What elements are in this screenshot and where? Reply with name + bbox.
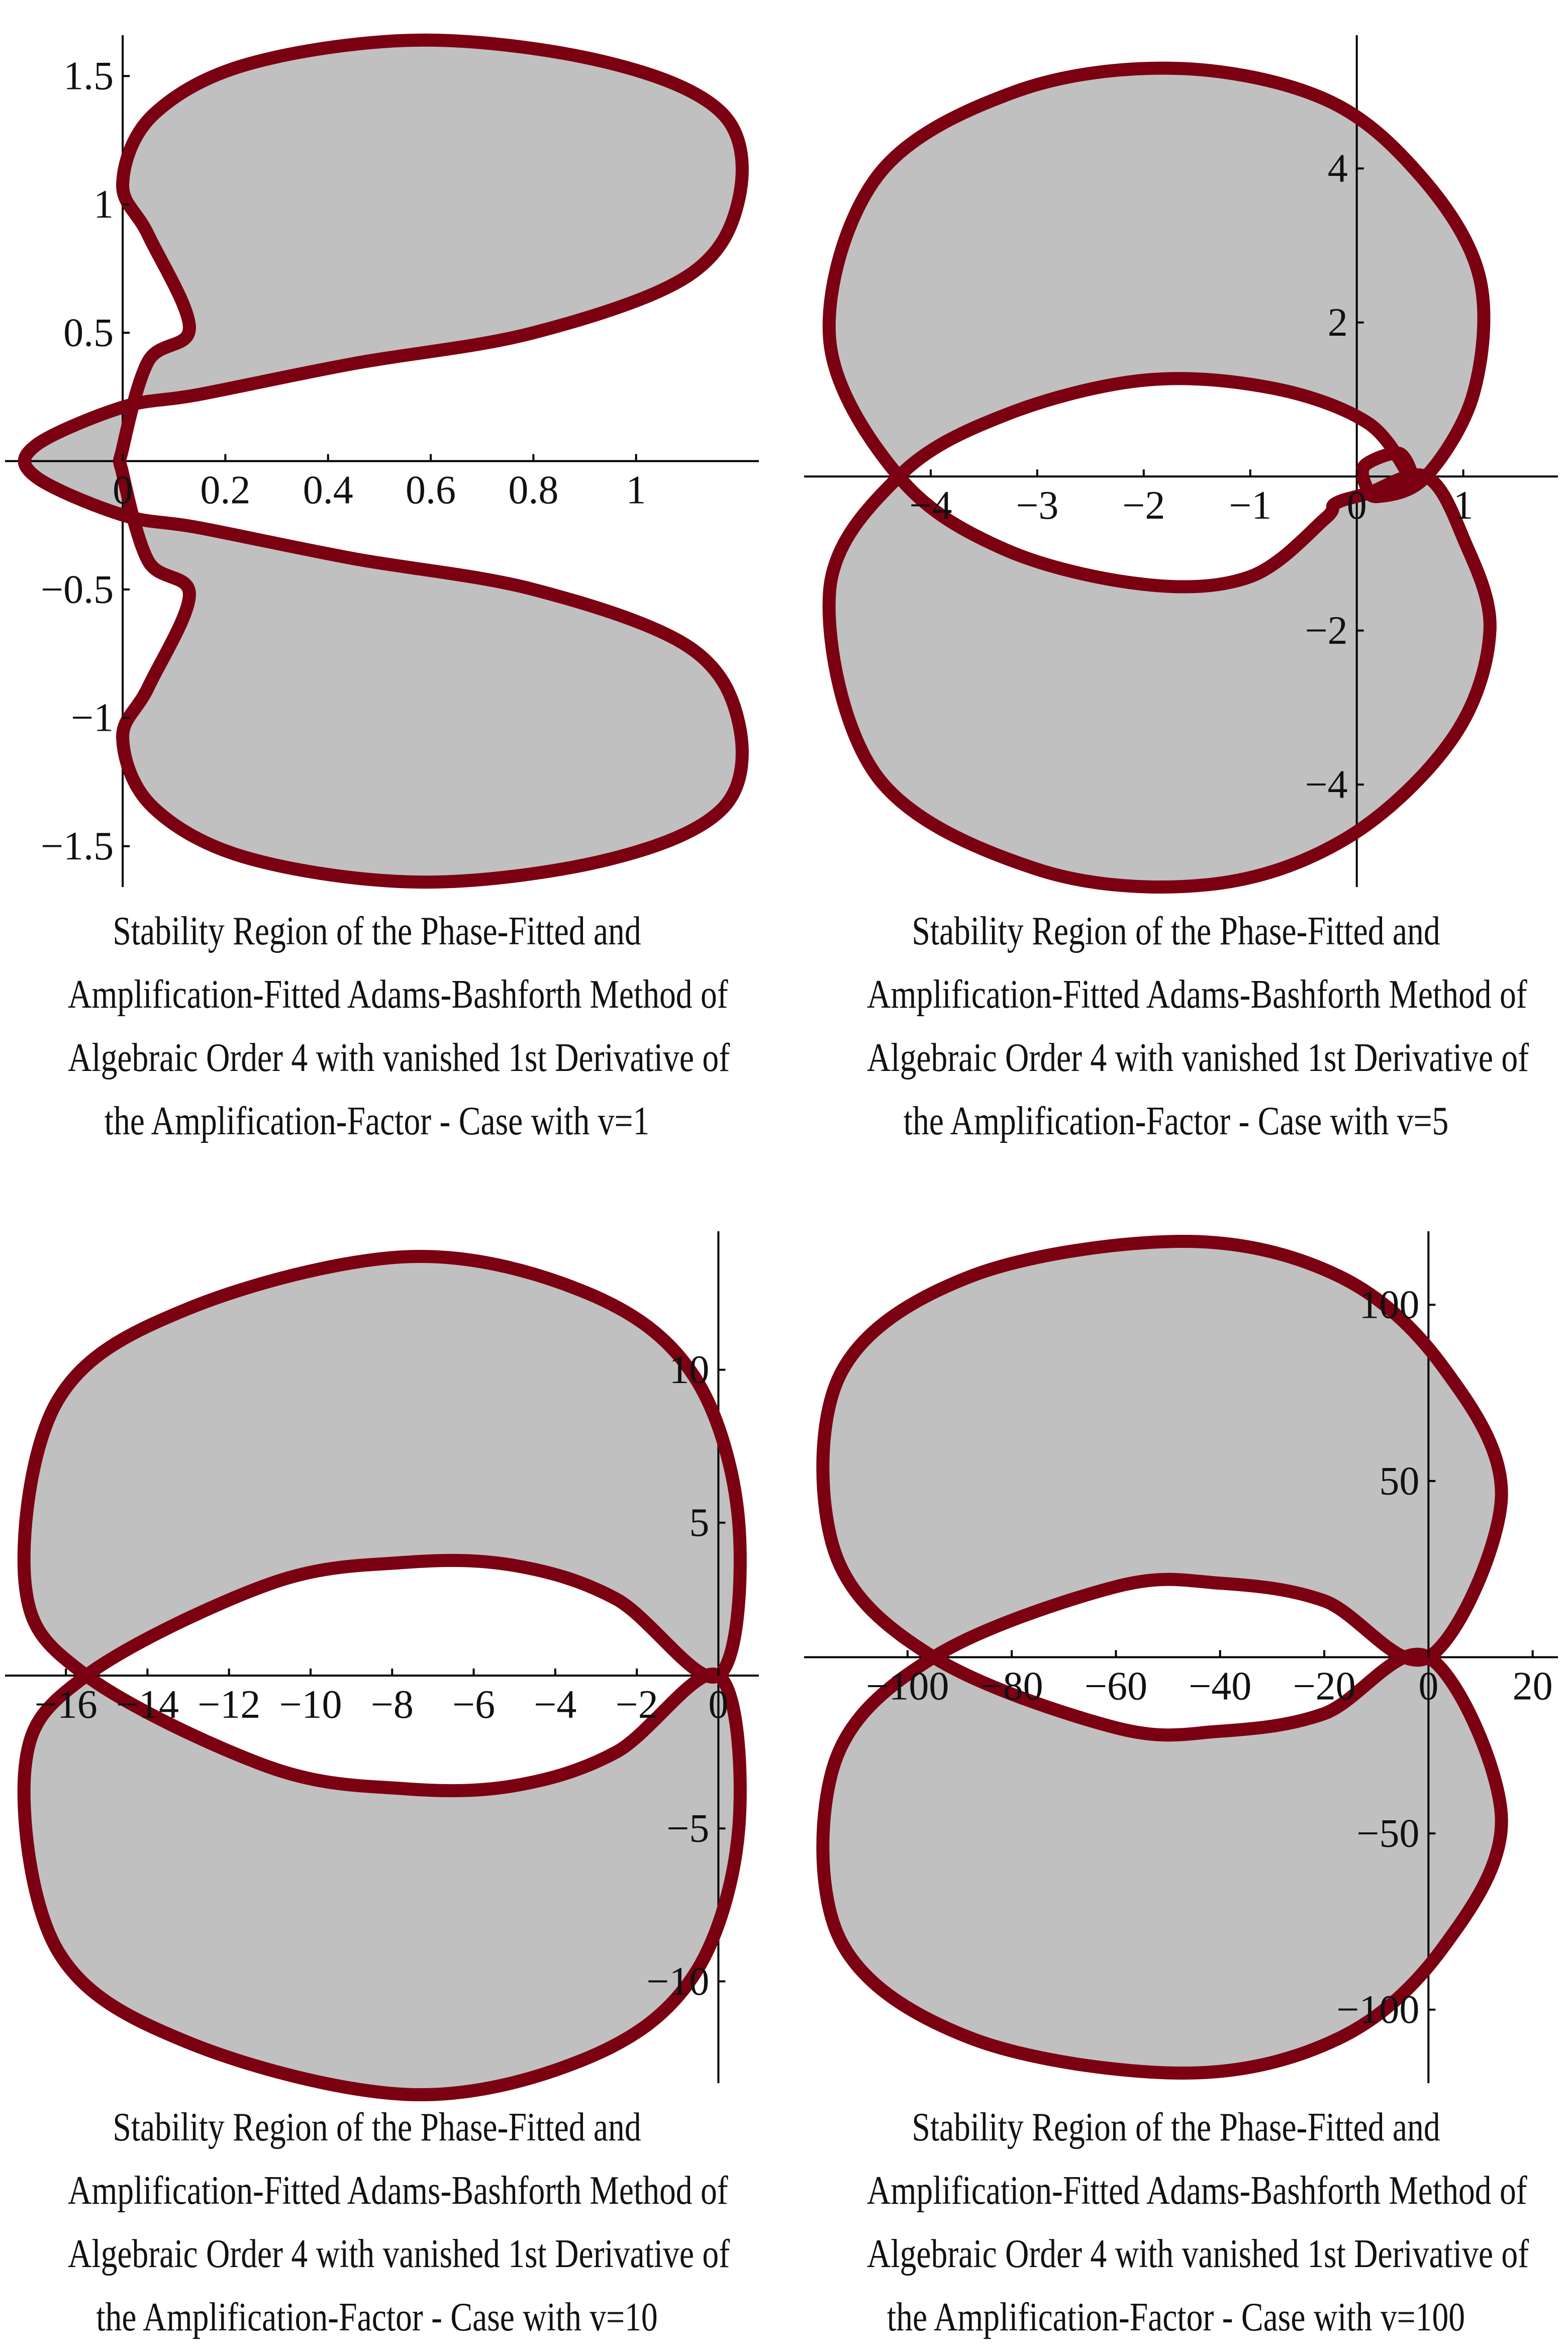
x-tick-label: 0.4 xyxy=(303,468,353,513)
chart-caption-v100 xyxy=(867,2096,1529,2349)
x-tick-label: −2 xyxy=(615,1683,658,1727)
x-tick-label: 1 xyxy=(1453,483,1474,528)
caption-line: Algebraic Order 4 with vanished 1st Derivative of xyxy=(68,1036,730,1080)
y-tick-label: 50 xyxy=(1379,1459,1420,1504)
x-tick-label: 0.2 xyxy=(200,468,251,513)
x-tick-label: −3 xyxy=(1016,483,1059,528)
caption-line: the Amplification-Factor - Case with v=100 xyxy=(887,2295,1465,2339)
y-tick-label: 1.5 xyxy=(63,54,114,99)
caption-line: Algebraic Order 4 with vanished 1st Derivative of xyxy=(68,2232,730,2276)
x-tick-label: −2 xyxy=(1122,483,1165,528)
x-tick-label: −4 xyxy=(534,1683,577,1727)
x-tick-label: −10 xyxy=(279,1683,342,1727)
caption-line: Algebraic Order 4 with vanished 1st Derivative of xyxy=(867,1036,1529,1080)
chart-caption-v1 xyxy=(68,900,730,1153)
x-tick-label: 20 xyxy=(1512,1664,1553,1709)
y-tick-label: −4 xyxy=(1305,762,1348,807)
y-tick-label: −10 xyxy=(646,1959,710,2004)
x-tick-label: −60 xyxy=(1084,1664,1148,1709)
x-tick-label: 0 xyxy=(1418,1664,1439,1709)
y-tick-label: 5 xyxy=(689,1501,710,1545)
caption-line: the Amplification-Factor - Case with v=5 xyxy=(903,1099,1449,1143)
x-tick-label: 0 xyxy=(113,468,133,513)
y-tick-label: 10 xyxy=(669,1347,710,1392)
x-tick-label: −1 xyxy=(1229,483,1272,528)
x-tick-label: −4 xyxy=(909,483,952,528)
x-tick-label: −12 xyxy=(198,1683,261,1727)
y-tick-label: 0.5 xyxy=(63,311,114,355)
y-tick-label: 1 xyxy=(93,182,114,227)
caption-line: Stability Region of the Phase-Fitted and xyxy=(113,2105,641,2149)
y-tick-label: 100 xyxy=(1359,1283,1420,1327)
stability-plot-v100 xyxy=(799,1196,1568,2091)
stability-plot-v10 xyxy=(0,1196,769,2091)
x-tick-label: 0 xyxy=(708,1683,729,1727)
y-tick-label: −100 xyxy=(1336,1988,1420,2032)
x-tick-label: −16 xyxy=(34,1683,97,1727)
stability-plot-v1 xyxy=(0,0,769,895)
x-tick-label: 1 xyxy=(626,468,646,513)
caption-line: Stability Region of the Phase-Fitted and xyxy=(912,2105,1440,2149)
x-tick-label: −8 xyxy=(370,1683,414,1727)
chart-caption-v10 xyxy=(68,2096,730,2349)
stability-plot-v5 xyxy=(799,0,1568,895)
x-tick-label: −40 xyxy=(1189,1664,1252,1709)
x-tick-label: −100 xyxy=(866,1664,949,1709)
x-tick-label: 0.6 xyxy=(406,468,456,513)
caption-line: Amplification-Fitted Adams-Bashforth Method of xyxy=(867,972,1527,1017)
caption-line: Amplification-Fitted Adams-Bashforth Method of xyxy=(68,2169,728,2213)
caption-line: Amplification-Fitted Adams-Bashforth Method of xyxy=(68,972,728,1017)
caption-line: Stability Region of the Phase-Fitted and xyxy=(113,909,641,953)
chart-caption-v5 xyxy=(867,900,1529,1153)
x-tick-label: −14 xyxy=(116,1683,179,1727)
caption-line: the Amplification-Factor - Case with v=10 xyxy=(96,2295,658,2339)
caption-line: the Amplification-Factor - Case with v=1 xyxy=(104,1099,650,1143)
y-tick-label: 4 xyxy=(1327,146,1348,191)
y-tick-label: −0.5 xyxy=(40,567,114,612)
x-tick-label: −80 xyxy=(980,1664,1043,1709)
y-tick-label: −2 xyxy=(1305,609,1348,653)
x-tick-label: 0 xyxy=(1346,483,1367,528)
caption-line: Stability Region of the Phase-Fitted and xyxy=(912,909,1440,953)
caption-line: Algebraic Order 4 with vanished 1st Derivative of xyxy=(867,2232,1529,2276)
x-tick-label: −6 xyxy=(452,1683,496,1727)
y-tick-label: −1 xyxy=(70,696,114,740)
x-tick-label: −20 xyxy=(1293,1664,1356,1709)
y-tick-label: −5 xyxy=(666,1806,710,1851)
y-tick-label: −50 xyxy=(1356,1811,1420,1856)
x-tick-label: 0.8 xyxy=(508,468,559,513)
caption-line: Amplification-Fitted Adams-Bashforth Method of xyxy=(867,2169,1527,2213)
y-tick-label: −1.5 xyxy=(40,824,114,869)
y-tick-label: 2 xyxy=(1327,301,1348,345)
